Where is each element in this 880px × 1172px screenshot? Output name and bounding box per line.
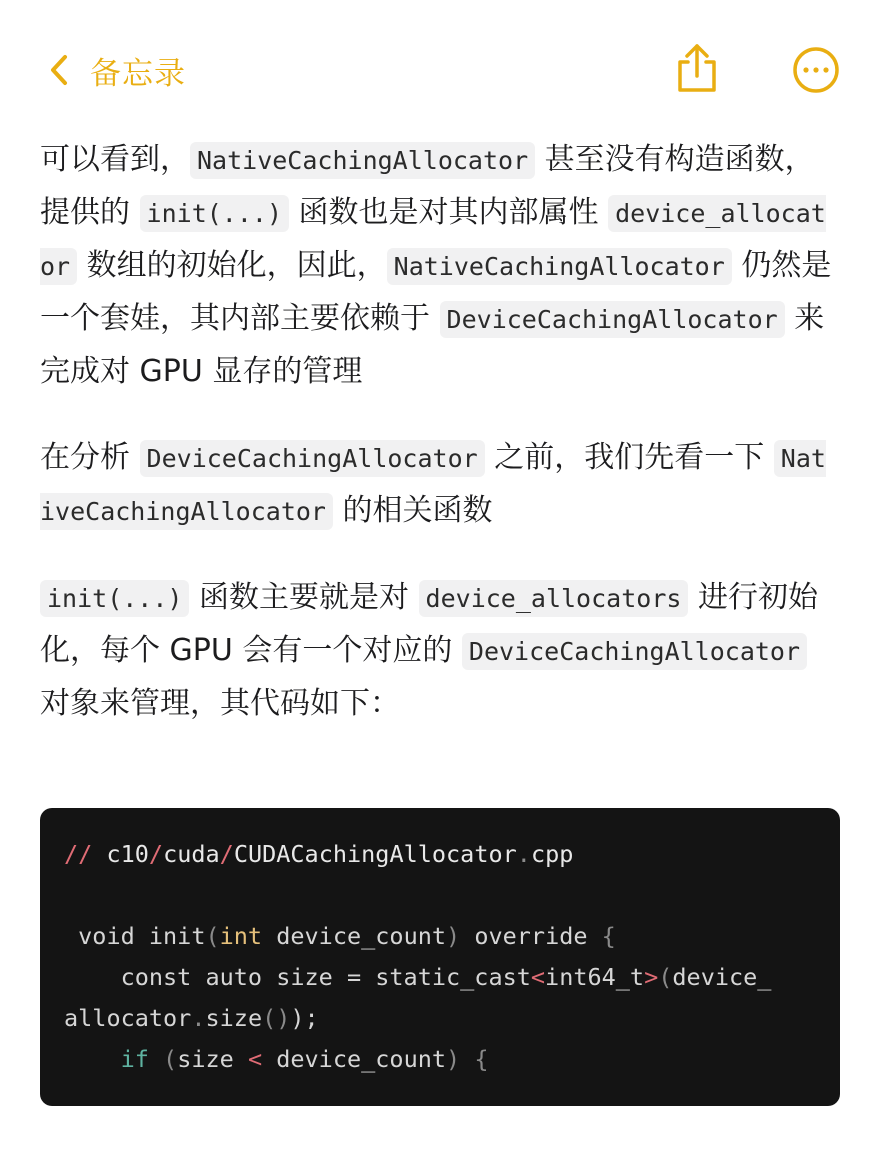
navigation-bar [0, 0, 880, 130]
code-token: ); [290, 1004, 319, 1032]
inline-code: NativeCachingAllocator [387, 248, 732, 285]
code-line [64, 1039, 816, 1080]
code-line [64, 998, 816, 1039]
paragraph-text: 函数主要就是对 [189, 580, 419, 615]
chevron-left-icon [48, 53, 70, 87]
inline-code: NativeCachingAllocator [190, 142, 535, 179]
inline-code: init(...) [40, 580, 189, 617]
code-token: ( [148, 1045, 178, 1073]
paragraph-text: 函数也是对其内部属性 [289, 195, 609, 230]
more-icon [792, 79, 840, 98]
inline-code: init(...) [140, 195, 289, 232]
code-token: void init [64, 922, 206, 950]
code-line [64, 957, 816, 998]
paragraph-text: 之前，我们先看一下 [484, 440, 774, 475]
code-token: device_ [672, 963, 772, 991]
code-token: int [219, 922, 263, 950]
code-token: . [516, 840, 531, 868]
share-button[interactable] [672, 42, 722, 94]
code-token: device_count [262, 1045, 447, 1073]
code-block[interactable] [40, 808, 840, 1106]
code-line [64, 834, 816, 875]
more-button[interactable] [792, 46, 840, 94]
code-token: CUDACachingAllocator [233, 840, 517, 868]
code-token: ) { [446, 1045, 489, 1073]
code-token: cpp [530, 840, 574, 868]
code-token: ( [658, 963, 673, 991]
code-token: ( [205, 922, 220, 950]
paragraph-text: 仍然是一个套娃，其内部主要依赖于 [40, 248, 832, 336]
inline-code: device_allocator [40, 195, 826, 285]
code-token: cuda [163, 840, 220, 868]
paragraph [40, 432, 840, 538]
code-token: device_count [262, 922, 447, 950]
share-icon [672, 79, 722, 98]
paragraph-text: 对象来管理，其代码如下： [40, 686, 400, 721]
code-token: () [262, 1004, 291, 1032]
paragraph-text: 进行初始化，每个 GPU 会有一个对应的 [40, 580, 818, 668]
note-body[interactable] [40, 134, 840, 764]
inline-code: DeviceCachingAllocator [140, 440, 485, 477]
code-line [64, 916, 816, 957]
paragraph-text: 来完成对 GPU 显存的管理 [40, 301, 825, 389]
paragraph [40, 572, 840, 730]
inline-code: NativeCachingAllocator [40, 440, 826, 530]
code-token: allocator [64, 1004, 192, 1032]
paragraph-text: 数组的初始化，因此， [77, 248, 387, 283]
paragraph-text: 甚至没有构造函数，提供的 [40, 142, 815, 230]
code-token: ) [446, 922, 461, 950]
code-token: < [247, 1045, 263, 1073]
code-token: { [601, 922, 616, 950]
code-line [64, 875, 816, 916]
code-token: / [148, 840, 164, 868]
code-token: const auto size = static_cast [64, 963, 531, 991]
inline-code: DeviceCachingAllocator [440, 301, 785, 338]
code-token: // [64, 840, 107, 868]
inline-code: DeviceCachingAllocator [462, 633, 807, 670]
back-button[interactable] [48, 44, 186, 96]
code-token: if [64, 1045, 149, 1073]
code-token: size [205, 1004, 263, 1032]
code-token: < [530, 963, 546, 991]
code-token: . [191, 1004, 206, 1032]
paragraph-text: 可以看到， [40, 142, 190, 177]
code-token: int64_t [545, 963, 645, 991]
code-token: / [219, 840, 234, 868]
paragraph [40, 134, 840, 398]
inline-code: device_allocators [419, 580, 689, 617]
paragraph-text: 的相关函数 [332, 493, 493, 528]
paragraph-text: 在分析 [40, 440, 140, 475]
code-token: size [177, 1045, 248, 1073]
code-token: > [644, 963, 659, 991]
back-label: 备忘录 [90, 55, 186, 92]
code-token: override [460, 922, 602, 950]
code-token: c10 [106, 840, 149, 868]
